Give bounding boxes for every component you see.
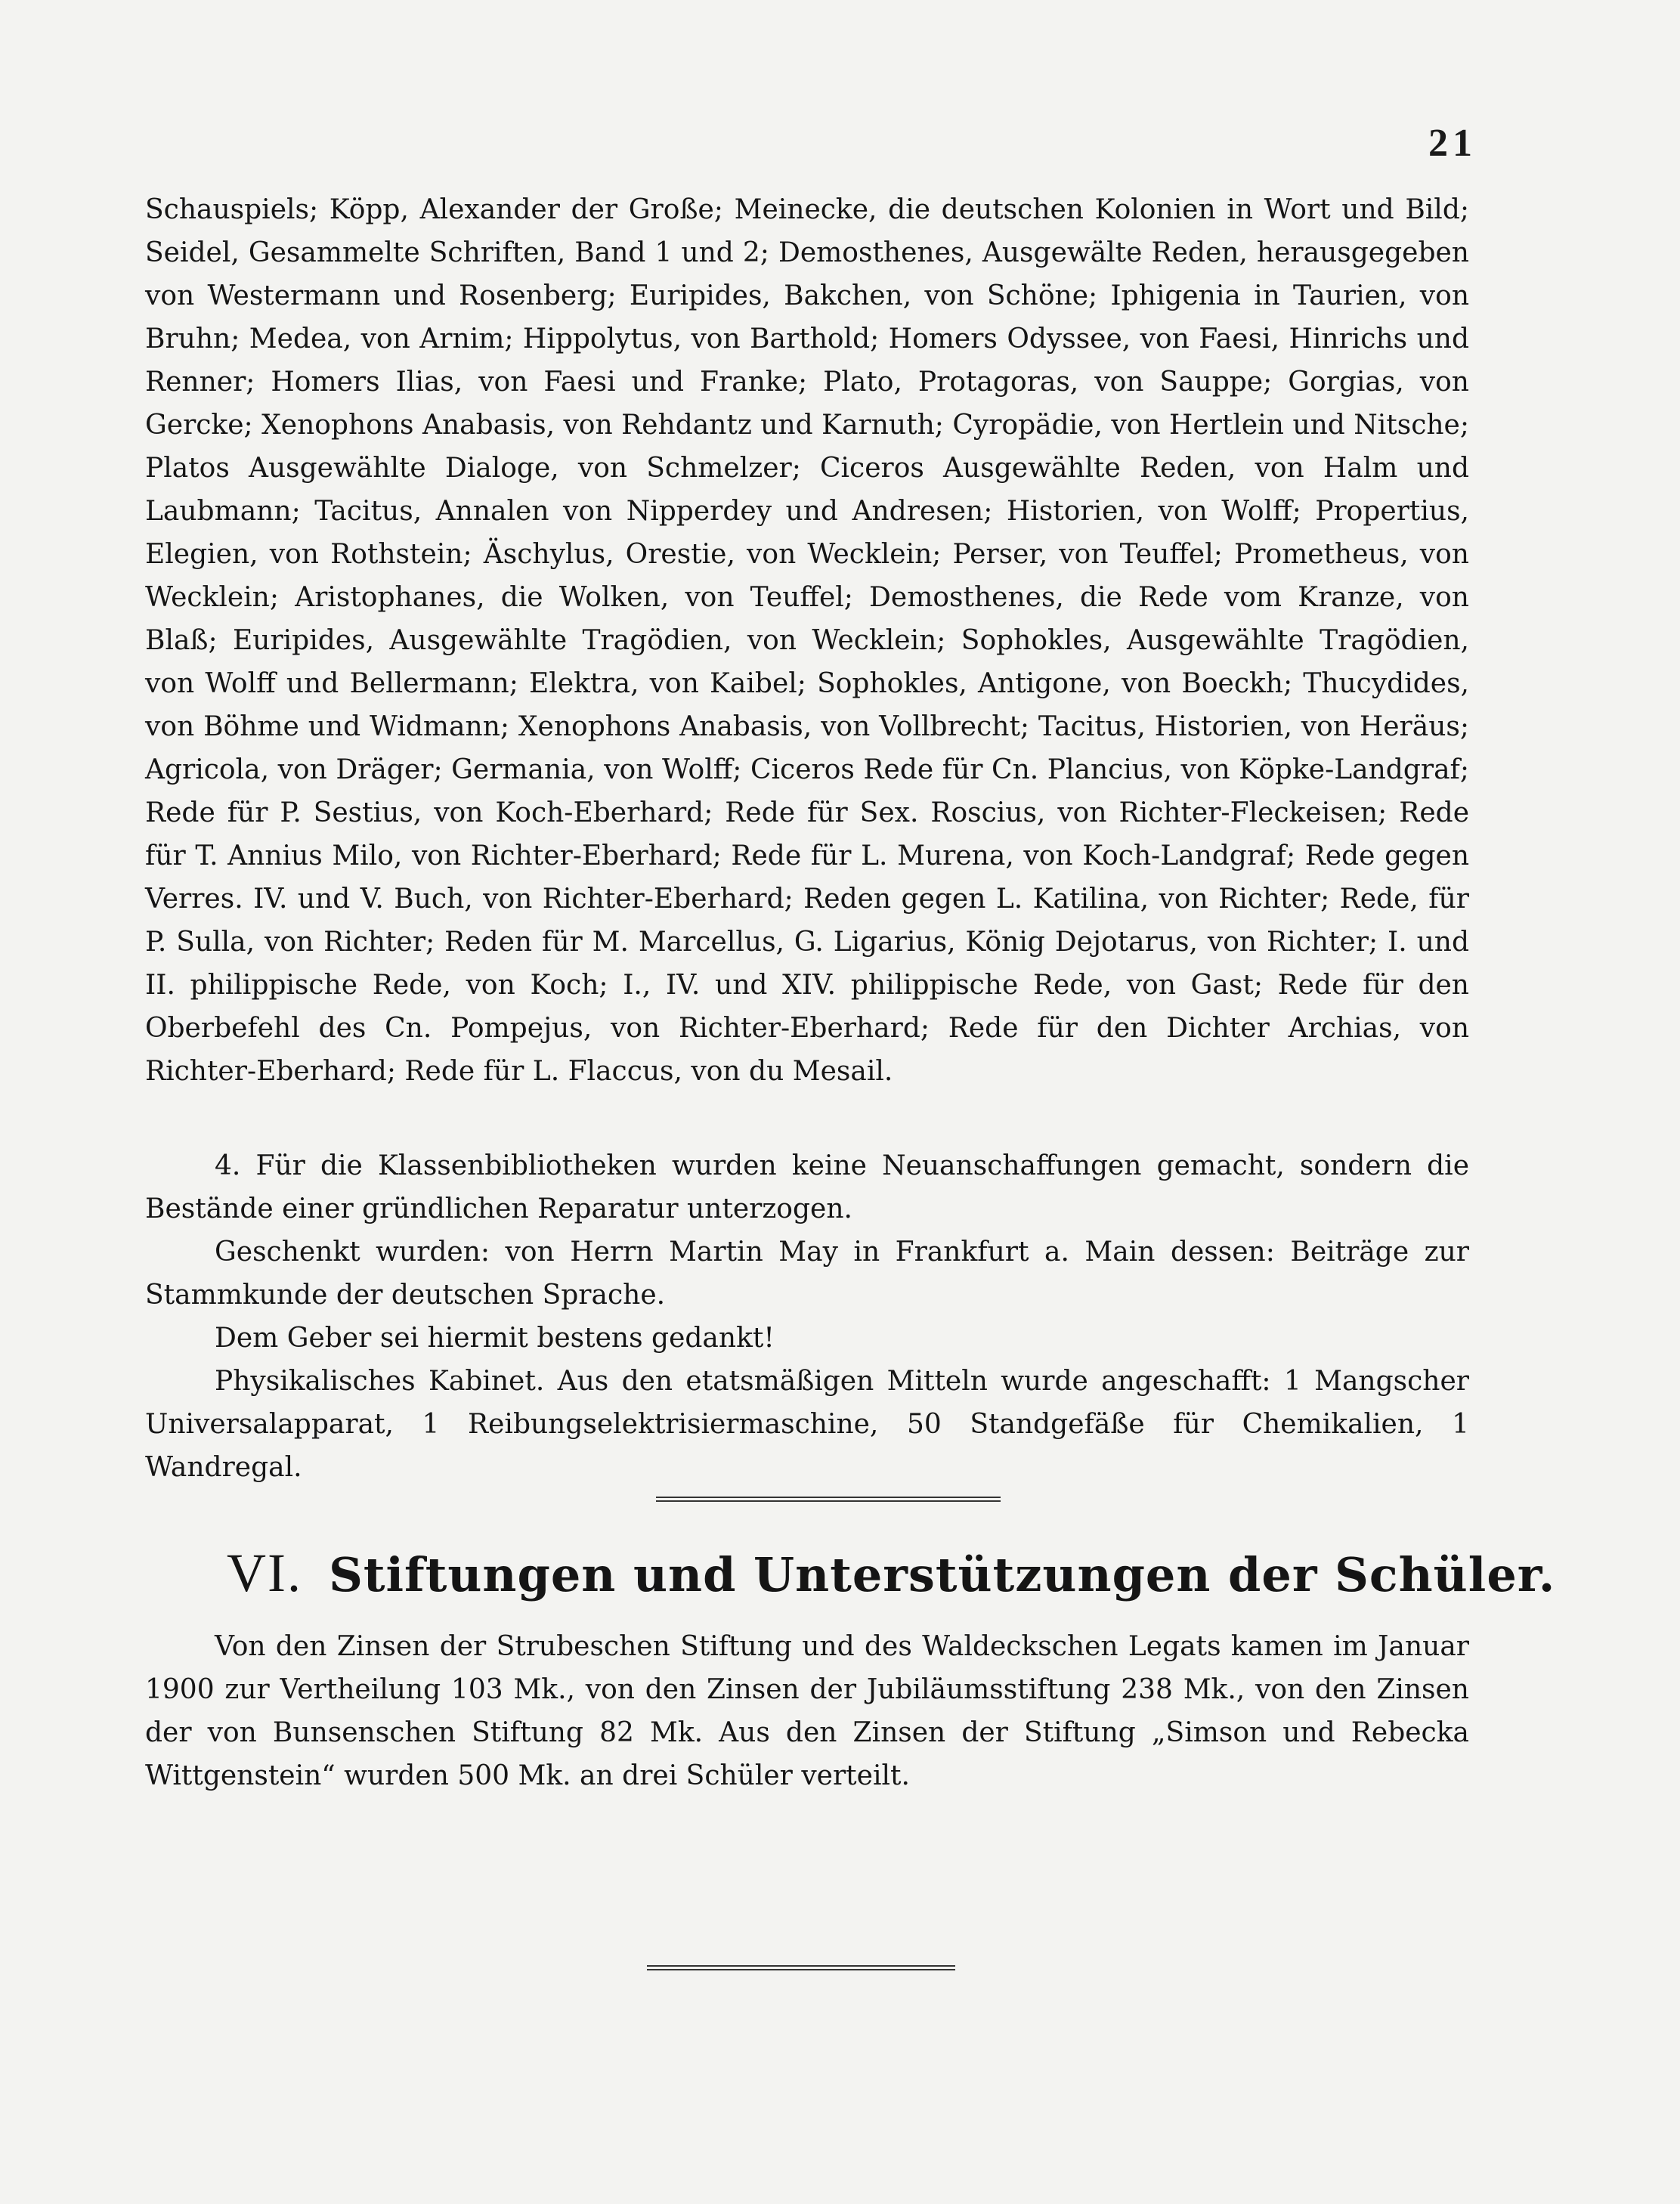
section-body xyxy=(145,1625,1469,1797)
paragraph-4: 4. Für die Klassenbibliotheken wurden keine Neuanschaffungen gemacht, sondern die Bestände einer gründlichen Reparatur unterzogen. xyxy=(145,1150,1469,1224)
section-paragraph: Von den Zinsen der Strubeschen Stiftung und des Waldeckschen Legats kamen im Januar 1900 zur Vertheilung 103 Mk., von den Zinsen der Jubiläumsstiftung 238 Mk., von den Zinsen der von Bunsenschen Stiftung 82 Mk. Aus den Zinsen der Stiftung „Simson und Rebecka Wittgenstein“ wurden 500 Mk. an drei Schüler verteilt. xyxy=(145,1631,1469,1791)
section-heading xyxy=(227,1542,1556,1605)
section-numeral: VI. xyxy=(227,1543,302,1603)
main-paragraph xyxy=(145,188,1469,1093)
physics-paragraph: Physikalisches Kabinet. Aus den etatsmäßigen Mitteln wurde angeschafft: 1 Mangscher Universalapparat, 1 Reibungselektrisiermaschine, 50 Standgefäße für Chemikalien, 1 Wandregal. xyxy=(145,1366,1469,1483)
page-number: 21 xyxy=(1428,122,1477,165)
divider-bottom xyxy=(647,1965,955,1970)
section-title: Stiftungen und Unterstützungen der Schüler. xyxy=(329,1547,1556,1602)
divider-top xyxy=(656,1497,1001,1502)
book-list-paragraph: Schauspiels; Köpp, Alexander der Große; Meinecke, die deutschen Kolonien in Wort und Bild; Seidel, Gesammelte Schriften, Band 1 und 2; Demosthenes, Ausgewälte Reden, herausgegeben von Westermann und Rosenberg; Euripides, Bakchen, von Schöne; Iphigenia in Taurien, von Bruhn; Medea, von Arnim; Hippolytus, von Barthold; Homers Odyssee, von Faesi, Hinrichs und Renner; Homers Ilias, von Faesi und Franke; Plato, Protagoras, von Sauppe; Gorgias, von Gercke; Xenophons Anabasis, von Rehdantz und Karnuth; Cyropädie, von Hertlein und Nitsche; Platos Ausgewählte Dialoge, von Schmelzer; Ciceros Ausgewählte Reden, von Halm und Laubmann; Tacitus, Annalen von Nipperdey und Andresen; Historien, von Wolff; Propertius, Elegien, von Rothstein; Äschylus, Orestie, von Wecklein; Perser, von Teuffel; Prometheus, von Wecklein; Aristophanes, die Wolken, von Teuffel; Demosthenes, die Rede vom Kranze, von Blaß; Euripides, Ausgewählte Tragödien, von Wecklein; Sophokles, Ausgewählte Tragödien, von Wolff und Bellermann; Elektra, von Kaibel; Sophokles, Antigone, von Boeckh; Thucydides, von Böhme und Widmann; Xenophons Anabasis, von Vollbrecht; Tacitus, Historien, von Heräus; Agricola, von Dräger; Germania, von Wolff; Ciceros Rede für Cn. Plancius, von Köpke-Landgraf; Rede für P. Sestius, von Koch-Eberhard; Rede für Sex. Roscius, von Richter-Fleckeisen; Rede für T. Annius Milo, von Richter-Eberhard; Rede für L. Murena, von Koch-Landgraf; Rede gegen Verres. IV. und V. Buch, von Richter-Eberhard; Reden gegen L. Katilina, von Richter; Rede, für P. Sulla, von Richter; Reden für M. Marcellus, G. Ligarius, König Dejotarus, von Richter; I. und II. philippische Rede, von Koch; I., IV. und XIV. philippische Rede, von Gast; Rede für den Oberbefehl des Cn. Pompejus, von Richter-Eberhard; Rede für den Dichter Archias, von Richter-Eberhard; Rede für L. Flaccus, von du Mesail. xyxy=(145,194,1469,1087)
library-section xyxy=(145,1144,1469,1489)
gift-paragraph: Geschenkt wurden: von Herrn Martin May in Frankfurt a. Main dessen: Beiträge zur Stammkunde der deutschen Sprache. xyxy=(145,1237,1469,1311)
thanks-paragraph: Dem Geber sei hiermit bestens gedankt! xyxy=(215,1323,775,1354)
